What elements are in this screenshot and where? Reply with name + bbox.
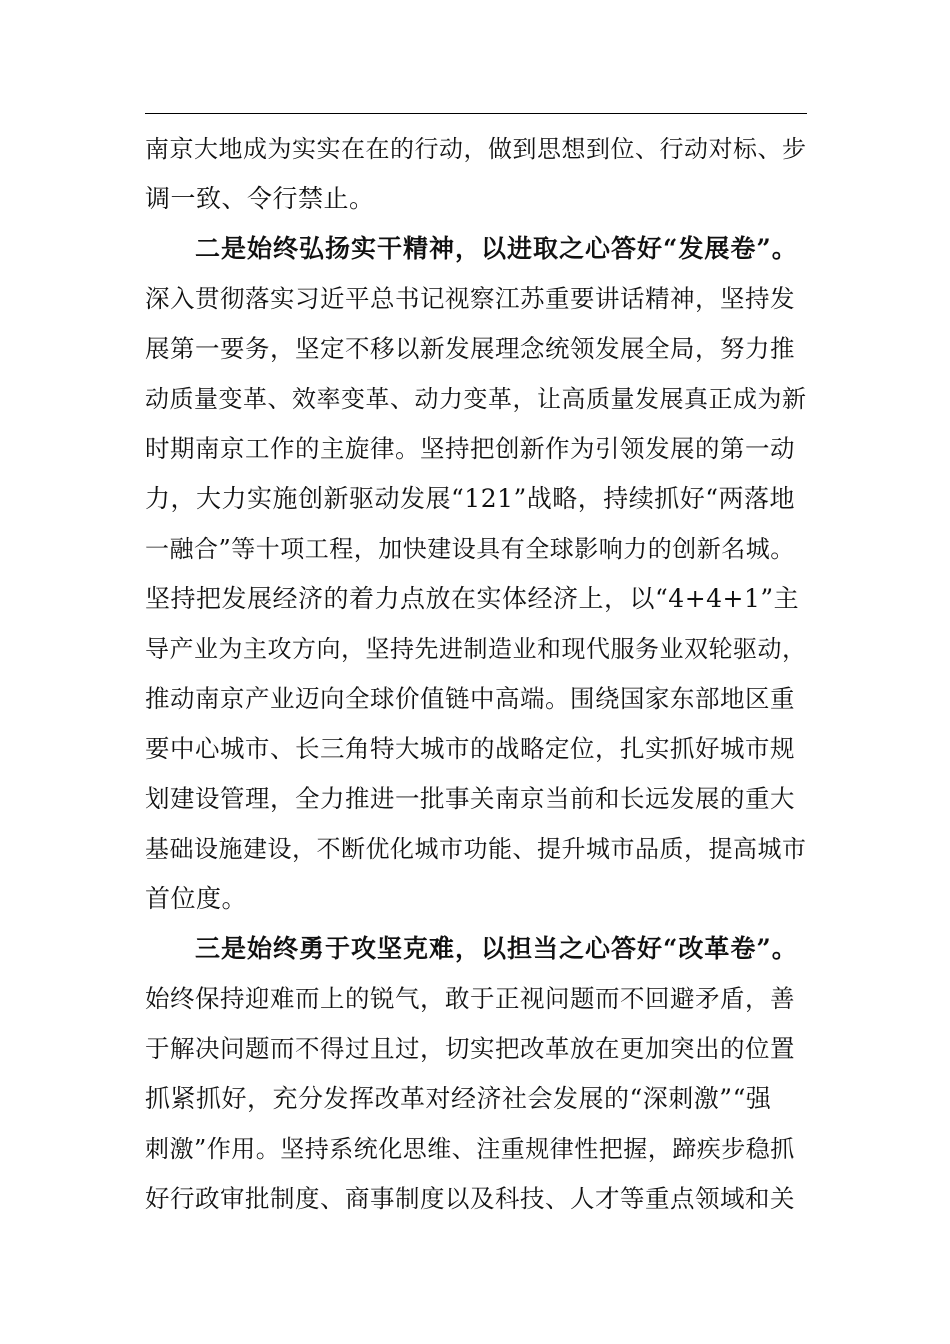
body-line: 要中心城市、长三角特大城市的战略定位，扎实抓好城市规 [145, 734, 795, 763]
section-heading-development: 二是始终弘扬实干精神，以进取之心答好“发展卷”。 [195, 234, 798, 263]
body-line: 于解决问题而不得过且过，切实把改革放在更加突出的位置 [145, 1034, 795, 1063]
body-line: 动质量变革、效率变革、动力变革，让高质量发展真正成为新 [145, 385, 807, 413]
body-line: 始终保持迎难而上的锐气，敢于正视问题而不回避矛盾，善 [145, 984, 795, 1013]
body-line: 一融合”等十项工程，加快建设具有全球影响力的创新名城。 [145, 535, 795, 563]
body-line: 力，大力实施创新驱动发展“121”战略，持续抓好“两落地 [145, 484, 796, 513]
body-line: 调一致、令行禁止。 [145, 184, 375, 213]
body-line: 基础设施建设，不断优化城市功能、提升城市品质，提高城市 [145, 835, 807, 863]
body-line: 首位度。 [145, 884, 248, 913]
body-line: 时期南京工作的主旋律。坚持把创新作为引领发展的第一动 [145, 434, 795, 463]
body-line: 好行政审批制度、商事制度以及科技、人才等重点领域和关 [145, 1184, 795, 1213]
header-rule [145, 113, 807, 114]
body-line: 南京大地成为实实在在的行动，做到思想到位、行动对标、步 [145, 135, 807, 163]
body-line: 深入贯彻落实习近平总书记视察江苏重要讲话精神，坚持发 [145, 284, 795, 313]
body-line: 导产业为主攻方向，坚持先进制造业和现代服务业双轮驱动， [145, 635, 807, 663]
body-line: 刺激”作用。坚持系统化思维、注重规律性把握，蹄疾步稳抓 [145, 1135, 795, 1163]
section-heading-reform: 三是始终勇于攻坚克难，以担当之心答好“改革卷”。 [195, 934, 798, 963]
body-line: 划建设管理，全力推进一批事关南京当前和长远发展的重大 [145, 784, 795, 813]
body-line: 抓紧抓好，充分发挥改革对经济社会发展的“深刺激”“强 [145, 1084, 772, 1113]
body-line: 展第一要务，坚定不移以新发展理念统领发展全局，努力推 [145, 334, 795, 363]
body-line: 坚持把发展经济的着力点放在实体经济上，以“4+4+1”主 [145, 584, 800, 613]
body-line: 推动南京产业迈向全球价值链中高端。围绕国家东部地区重 [145, 684, 795, 713]
